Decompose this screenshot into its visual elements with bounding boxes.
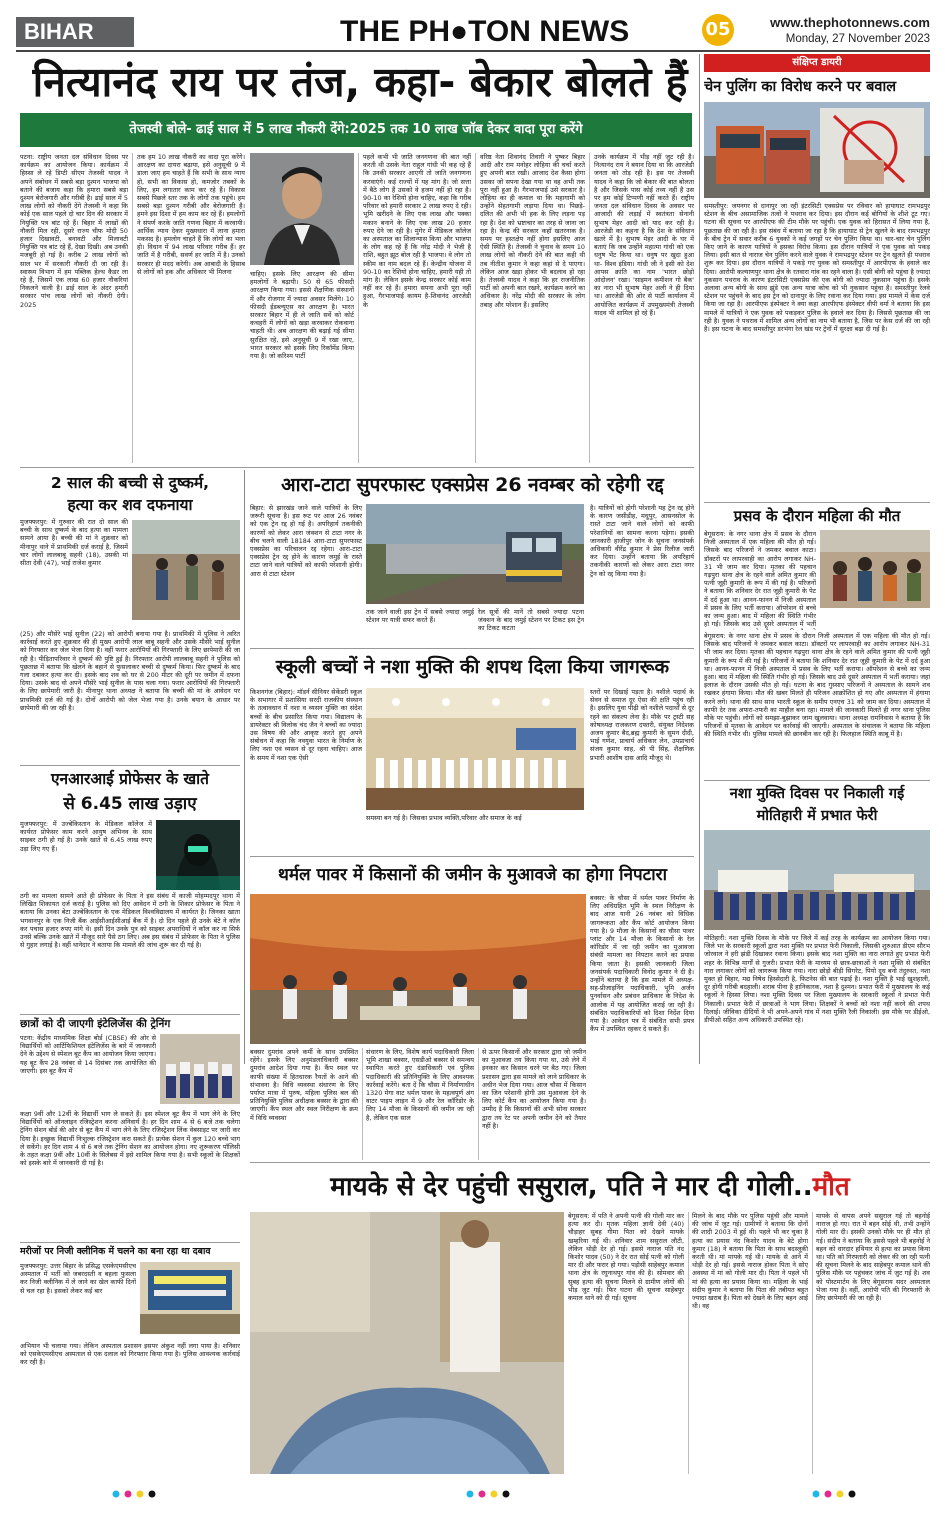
school-headline: स्कूली बच्चों ने नशा मुक्ति की शपथ दिला किया जागरूक xyxy=(275,656,670,678)
thermal-headline: थर्मल पावर में किसानों की जमीन के मुआवजे का होगा निपटारा xyxy=(278,865,667,885)
lead-col-1: पटना: राष्ट्रीय जनता दल संविधान दिवस पर कार्यक्रम का आयोजन किया। कार्यक्रम में हिस्सा ले रहे डिप्टी सीएम तेजस्वी यादव ने अपने संबोधन में सबसे बड़ा दुश्मन भाजपा को बताने की बजाय कहा कि हमारा सबसे बड़ा दुश्मन बेरोजगारी और गरीबी है। ढाई साल में 5 लाख लोगों को नौकरी देंगे तेजस्वी ने कहा कि कोई एक साल पहले दो चार दिन की सरकार में नियुक्ति पत्र बांट रहे हैं। बिहार में लाखों की नौकरी मिल रही, दूसरे राज्य चीफ मोदी 50 हजार दिखावटी, बनावटी और मिलावटी नियुक्ति पत्र बांट रहे हैं, देखा दिखी। अब उनकी मजबूरी हो गई है। करीब 2 लाख लोगों को साल भर में सरकारी नौकरी दी जा रही है। स्वास्थ्य विभाग में हम पब्लिक हेल्थ कैडर ला रहे हैं, जिसमें एक लाख 60 हजार नौकरियां निकलने वाली है। ढाई साल के अंदर हमारी सरकार पांच लाख लोगों को नौकरी देगी। 2025 xyxy=(20,153,128,309)
train-cabin-photo xyxy=(704,102,930,198)
train-text-right: है। यात्रियों को होगी परेशानी यह ट्रेन रद्द होने के कारण जसीडीह, मधुपुर, आसनसोल के रास्ते टाटा जाने वाले लोगों को काफी परेशानियों का सामना करना पड़ेगा। इसकी जानकारी हाजीपुर जोन के सूचना जनसंपर्क अधिकारी वीरेंद्र कुमार ने प्रेस रिलीज जारी कर दिया। उन्होंने बताया कि अपरिहार्य तकनीकी कारणों को लेकर आरा टाटा नगर ट्रेन को रद्द किया गया है। xyxy=(590,504,694,578)
lead-col-4: पहले कभी भी जाति जनगणना की बात नहीं करती थी उसके नेता राहुल गांधी भी कह रहे हैं कि उनकी सरकार आएगी तो जाति जनगणना करवाएंगे। कई राज्यों में यह मांग है। जो सत्ता में बैठे लोग हैं उसको वे हजम नहीं हो रहा है। 90-10 का रेशियो होना चाहिए, कहा कि गरीब परिवार को हमारी सरकार 2 लाख रुपए दे रही। भूमि खरीदने के लिए एक लाख और पक्का मकान बनाने के लिए एक लाख 20 हजार रुपए देने जा रही है। मुंगेर में मेडिकल कॉलेज का अस्पताल का शिलान्यास किया और भाजपा के लोग कह रहे हैं कि नरेंद्र मोदी ने भेजी है राशि, बहुत झूठ बोल रही है भाजपा। वे लोग तो स्कीम का नाम बदल रहे हैं। केन्द्रीय योजना में 90-10 का रेशियो होना चाहिए, हमारी यही तो मांग है। लेकिन इसके केन्द्र सरकार कोई काम नहीं कर रहे हैं। हमारा सपना अभी पूरा नहीं हुआ, गैरभाजपाई कायम है-शिवानंद आरजेडी के xyxy=(363,153,471,309)
bottom-col-2: मिलने के बाद मौके पर पुलिस पहुंची और मामले की जांच में जुट गई। ग्रामीणों ने बताया कि दोनों की शादी 2003 में हुई थी। पहले भी कर चुका है हत्या का प्रयास नंद किशोर यादव के बेटे होगा कुमार (18) ने बताया कि पिता के साथ बदस्लूकी करती थी। मां मायके गई थी। मायके से आने में थोड़ी देर हो गई। इससे नाराज होकर पिता ने सोए अवस्था में मां को गोली मार दी। पिता ने पहले भी मां की हत्या का प्रयास किया था। महिला के भाई संदीप कुमार ने बताया कि पिता की तबीयत बहुत ज्यादा खराब है। पिता को देखने के लिए बहन आई थी। वह xyxy=(692,1212,808,1311)
school-text-right: स्तरों पर दिखाई पड़ता है। नशीले पदार्थ के सेवन से समाज दूर ऐसा की क्षति पहुंच रही है। इसलिए युवा पीढ़ी को नशीले पदार्थों से दूर रहने का संकल्प लेना है। मौके पर ट्रस्टी सह कोषाध्यक्ष राजकरण दफ्तरी, संयुक्त निदेशक अजय कुमार बैद,ब्रह्म कुमारी के सुमन दीदी, भाई गणेश, प्राचार्य अधिकार लेन, उपप्राचार्य संजय कुमार साह, श्री पी सिंह, शैक्षणिक प्रभारी आशीष दास आदि मौजूद थे। xyxy=(590,688,694,762)
train-photo xyxy=(366,504,584,604)
murder-scene-photo xyxy=(250,1212,564,1474)
thermal-text-bottom-3: से ऊपर किसानों और सरकार द्वारा जो जमीन का मुआवजा तय किया गया था, उसे लेने में इनकार कर किसान धरने पर बैठ गए। जिला प्रशासन द्वारा इस मामले को लाने प्राधिकार के अधीन भेज दिया गया। आज चौसा में किसान का जिन परेशानी होगी उस मुआवजा देने के लिए कोर्ट कैंप का आयोजन किया गया है। उम्मीद है कि किसानों की अभी सोना सरकार द्वारा तय रेट पर अपनी जमीन देने को तैयार नहीं है। xyxy=(482,1048,586,1130)
hospital-protest-photo xyxy=(820,530,930,608)
left-story1-headline-line2: हत्या कर शव दफनाया xyxy=(67,496,193,514)
hospital-photo xyxy=(140,1262,240,1334)
digest-story2-text: बेगूसराय: के नगर थाना क्षेत्र में प्रसव के दौरान निजी अस्पताल में एक महिला की मौत हो गई। जिसके बाद परिजनों ने जमकर बवाल काटा। डॉक्टरों पर लापरवाही का आरोप लगाकर NH-31 भी जाम कर दिया। मृतका की पहचान गढ़पुरा थाना क्षेत्र के रहने वाले अमित कुमार की पत्नी जूही कुमारी के रूप में की गई है। परिजनों ने बताया कि शनिवार देर रात जूही कुमारी के पेट में दर्द हुआ था। आनन-फानन में निजी अस्पताल में प्रसव के लिए भर्ती कराया। ऑपरेशन से बच्चे का जन्म हुआ। बाद में महिला की स्थिति गंभीर हो गई। जिसके बाद उसे दूसरे अस्पताल में भर्ती कराया। जहां इलाज के दौरान उसकी मौत हो गई। घटना के बाद गुस्साए परिजनों ने अस्पताल के सामने शव रखकर हंगामा किया। मौत की खबर मिलते ही परिजन आक्रोशित हो गए और अस्पताल में हंगामा करने लगे। थाना की साथ साथ भारती स्कूल के समीप एनएच 31 को जाम कर दिया। अस्पताल में काफी देर तक अफरा-तफरी का माहौल बना रहा। मामले की जानकारी मिलते ही नगर थाना पुलिस मौके पर पहुंची। लोगों को समझा-बुझाकर जाम खुलवाया। थाना अध्यक्ष रामनिवास ने बताया है कि परिजनों से मृतका के आवेदन पर कार्रवाई की जाएगी। अस्पताल के संचालक ने बताया कि महिला की स्थिति गंभीर थी। पुलिस मामले की छानबीन कर रही है। फिलहाल स्थिति काबू में है। xyxy=(704,632,930,739)
bottom-col-3: मायके से वापस अपने ससुराल गई तो बहनोई नाराज हो गए। रात में बहन सोई थी, तभी उन्होंने गोली मार दी। इसकी उनको मौके पर ही मौत हो गई। संदीप ने बताया कि इससे पहले भी बहनोई ने बहन को धारदार हथियार से हत्या का प्रयास किया था। पति को गिरफ्तारी को लेकर की जा रही पत्नी की सूचना मिलने के बाद साहेबपुर कमाल थाने की पुलिस मौके पर पहुंचकर जांच में जुट गई है। शव को पोस्टमार्टम के लिए बेगूसराय सदर अस्पताल भेजा गया है। वहीं, आरोपी पति की गिरफ्तारी के लिए छापेमारी की जा रही है। xyxy=(816,1212,930,1303)
train-text-left: बिहार: से झारखंड जाने वाले यात्रियों के लिए जरूरी सूचना है। इस रूट पर आज 26 नवंबर को एक ट्रेन रद्द हो गई है। अपरिहार्य तकनीकी कारणों को लेकर आरा जंक्शन से टाटा नगर के बीच चलने वाली 18184 आरा-टाटा सुपरफास्ट एक्सप्रेस का परिचालन रद्द रहेगा। आरा-टाटा एक्सप्रेस ट्रेन रद्द होने के कारण जमुई के रास्ते टाटा जाने वाले यात्रियों को काफी परेशानी होगी। आरा से टाटा स्टेशन xyxy=(250,504,362,578)
website: www.thephotonnews.com xyxy=(770,15,930,30)
camp-court-photo xyxy=(250,894,586,1044)
left-story4-text-top: मुजफ्फरपुर: उत्तर बिहार के प्रसिद्ध एसकेएमसीएच अस्पताल में भर्ती को जबरदस्ती व बहला फुसला कर निजी क्लीनिक में ले जाने का खेल काफी दिनों से चल रहा है। इसको लेकर कई बार xyxy=(20,1262,136,1295)
school-caption: समस्या बन गई है। जिसका प्रभाव व्यक्ति,परिवार और समाज के कई xyxy=(366,814,522,822)
left-story2-text-top: मुजफ्फरपुर: में उज्बेकिस्तान के मेडिकल कॉलेज में कार्यरत प्रोफेसर काम करने आयुष अभिनव के साथ साइबर ठगी हो गई है। उनके खाते से 6.45 लाख रुपए उड़ा लिए गए हैं। xyxy=(20,820,152,853)
left-story2-headline-line1: एनआरआई प्रोफेसर के खाते xyxy=(50,770,210,788)
left-story4-headline: मरीजों पर निजी क्लीनिक में चलने का बना रहा था दबाव xyxy=(20,1246,211,1257)
left-story3-text-top: पटना: केंद्रीय माध्यमिक शिक्षा बोर्ड (CBSE) की ओर से विद्यार्थियों को आर्टिफिशियल इंटेलिजेंस के बारे में जानकारी देने के उद्देश्य से स्पेशल बूट कैंप का आयोजन किया जाएगा। यह बूट कैंप 28 नवंबर से 14 दिसंबर तक आयोजित की जाएगी। इस बूट कैंप में xyxy=(20,1034,156,1075)
digest-story1-text: समस्तीपुर: जयनगर से दानापुर जा रही इंटरसिटी एक्सप्रेस पर रविवार को हायाघाट रामभद्रपुर स्टेशन के बीच असामाजिक तत्वों ने पथराव कर दिया। इस दौरान कई बोगियों के शीशे टूट गए। घटना की सूचना पर आरपीएफ की टीम मौके पर पहुंची। एक युवक को हिरासत में लिया गया है, पूछताछ की जा रही है। इस संबंध में बताया जा रहा है कि हायाघाट से ट्रेन खुलने के बाद रामभद्रपुर के बीच ट्रेन में सवार करीब 6 युवकों ने कई जगहों पर चेन पुलिंग किया था। चार-चार चेन पुलिंग किए जाने के कारण यात्रियों ने इसका विरोध किया। इस दौरान यात्रियों ने एक युवक को पकड़ लिया। इसी बात से नाराज चेन पुलिंग करने वाले युवक ने रामभद्रपुर स्टेशन पर ट्रेन खुलते ही पथराव शुरू कर दिया। इस दौरान यात्रियों ने पकड़े गए युवक को समस्तीपुर में आरपीएफ के हवाले कर दिया। आरोपी कल्याणपुर थाना क्षेत्र के रतवारा गांव का रहने वाला है। एसी बोगी को पहुंचा है ज्यादा नुकसान पथराव के कारण इंटरसिटी एक्सप्रेस की एक बोगी को ज्यादा नुकसान पहुंचा है। इसके अलावा अन्य बोगी के साथ झुंडे एक अन्य यात्रा कोच को भी नुकसान पहुंचा है। समस्तीपुर रेलवे स्टेशन पर पहुंचने के बाद इस ट्रेन को दानापुर के लिए रवाना कर दिया गया। इस मामले में केस दर्ज किया जा रहा है। आरपीएफ इंस्पेक्टर ने क्या कहा आरपीएफ इंस्पेक्टर वीपी वर्मा ने बताया कि इस मामले में यात्रियों ने एक युवक को पकड़कर पुलिस के हवाले कर दिया है। जिससे पूछताछ की जा रही है। युवक ने पथराव में शामिल अन्य लोगों का नाम भी बताया है, जिस पर केस दर्ज की जा रही है। इस घटना के बाद समस्तीपुर डरभंगा रेल खंड पर ट्रेनों में सुरक्षा बढ़ा दी गई है। xyxy=(704,202,930,334)
left-story1-headline-line1: 2 साल की बच्ची से दुष्कर्म, xyxy=(50,474,210,492)
left-story4-text: अभियान भी चलाया गया। लेकिन अस्पताल प्रशासन इसपर अंकुश नहीं लगा पाया है। शनिवार को एसकेएमसीएच अस्पताल से एक दलाल को गिरफ्तार किया गया है। पुलिस आवश्यक कार्रवाई कर रही है। xyxy=(20,1342,240,1367)
lead-subhead: तेजस्वी बोले- ढाई साल में 5 लाख नौकरी देंगे:2025 तक 10 लाख जॉब देकर वादा पूरा करेंगे xyxy=(20,113,692,147)
left-story2-headline-line2: से 6.45 लाख उड़ाए xyxy=(63,794,197,814)
registration-marks xyxy=(0,1480,945,1516)
digest-label: संक्षिप्त डायरी xyxy=(704,54,930,72)
page-number: 05 xyxy=(702,14,734,46)
tejashwi-photo xyxy=(250,153,354,265)
bottom-col-1: बेगूसराय: में पति ने अपनी पत्नी की गोली मार कर हत्या कर दी। मृतक महिला ज्ञानी देवी (40) चौड़ाहर सुबह गीमा पिता को देखने मायके खम्हरिया गई थी। शनिवार शाम ससुराल लौटी, लेकिन थोड़ी देर हो गई। इससे नाराज पति नंद किशोर यादव (50) ने देर रात सोई पत्नी को गोली मार दी और फरार हो गया। पड़ोसी साहेबपुर कमाल थाना क्षेत्र के रघुनाथपुर गांव की है। सोमवार की सुबह हत्या की सूचना मिलने से ग्रामीण लोगों की भीड़ जुट गई। फिर घटना की सूचना साहेबपुर कमाल थाने को दी गई। सूचना xyxy=(568,1212,684,1303)
school-assembly-photo xyxy=(366,688,584,810)
crime-scene-photo xyxy=(132,520,240,620)
digest-story1-headline: चेन पुलिंग का विरोध करने पर बवाल xyxy=(704,79,897,95)
train-caption-left: तक जाने वाली इस ट्रेन में सबसे ज्यादा जमुई स्टेशन पर यात्री सफर करते हैं। xyxy=(366,608,474,625)
lead-col-2: तक हम 10 लाख नौकरी का वादा पूरा करेंगे। आरक्षण का दायरा बढ़ाया, इसे अनुसूची 9 में डाला जाए हम चाहते हैं कि सभी के साथ न्याय हो, सभी का विकास हो, कमजोर तबकों के लिए, हम लगातार काम कर रहे हैं। विकास सबसे पिछले स्तर तक के लोगों तक पहुंचे। हम सबसे बड़ा दुश्मन गरीबी और बेरोजगारी है। हमने इस दिशा में हम काम कर रहे हैं। हमलोगों ने संपर्ण करके जाति गणना बिहार में करवायी। आर्थिक न्याय देकर मुख्यधारा में लाना हमारा मकसद है। हमलोग चाहते हैं कि लोगों का भला हो। विधान में 94 लाख परिवार गरीब हैं। हर जाति में है गरीबी, सवर्ण हर जाति में है। उनको सरकार ही मदद करेगी। अब आबादी के हिसाब से लोगों को हक और अधिकार भी मिलना xyxy=(137,153,245,276)
left-story1-text: (25) और मौसेरे भाई सुनील (22) को आरोपी बनाया गया है। प्राथमिकी में पुलिस ने त्वरित कार्रवाई करते हुए शुक्रवार की ही मुख्य आरोपी लाल बाबू सहनी और उसके मौसेरे भाई सुनील को गिरफ्तार कर जेल भेजा दिया है। वहीं फरार आरोपियों की गिरफ्तारी के लिए छापेमारी की जा रही है। पीड़ितापरिवार ने दुष्कर्म की पुष्टि हुई है। गिरफ्तार आरोपी लालबाबू सहनी ने पुलिस को पूछताछ में बताया कि खेलने के बहाने से फुसलाकर बच्ची से दुष्कर्म किया। फिर दुष्कर्म के बाद गला दबाकर हत्या कर दी। इसके बाद शव को घर से 200 मीटर की दूरी पर जमीन में दफना दिया। उसके बाद वो अपने मौसेरे भाई सुनील के पास चला गया। फरार आरोपियों की गिरफ्तारी के लिए छापेमारी जारी है। मीनापुर थाना अध्यक्ष ने बताया कि बच्ची की मां के आवेदन पर प्राथमिकी दर्ज की गई है। दोनों आरोपी को जेल भेजा गया है। उनके बयान के आधार पर छापेमारी की जा रही है। xyxy=(20,630,240,712)
paper-name: THE PH●TON NEWS xyxy=(340,15,630,48)
left-story1-text-top: मुजफ्फरपुर: में गुरुवार की रात दो साल की बच्ची के साथ दुष्कर्म के बाद हत्या का मामला सामने आया है। बच्ची की मां ने शुक्रवार को मीनापुर थाने में प्राथमिकी दर्ज कराई है, जिसमें चार लोगों लालबाबू सहनी (18), उसकी मां सीता देवी (47), भाई राजेश कुमार xyxy=(20,518,128,568)
thermal-text-right: बक्सर: के चौसा में थर्मल पावर निर्माण के लिए अधिग्रहित भूमि के स्थल निरीक्षण के बाद आज यानी 26 नवंबर को विधिक जागरूकता और कैंप कोर्ट आयोजन किया गया है। 9 मौजा के किसानों का चौसा पावर प्लांट और 14 मौजा के किसानों के रेल कॉरिडोर में जा रही जमीन का मुआवजा संबंधी मामला का निपटान करने का प्रयास किया जाता है। इसकी जानकारी जिला जनसंपर्क पदाधिकारी विनोद कुमार ने दी है। उन्होंने बताया है कि इस मामले में अध्यक्ष-सह-प्रीजाइनिंग पदाधिकारी, भूमि अर्जन पुनर्वासन और प्रबंधन प्राधिकार के निदेश के आलोक में यह आयोजित कराई जा रही है। संबंधित पदाधिकारियों को दिशा निर्देश दिया गया है। आवेदन पत्र में संबंधित सभी प्रपत्र कैंप में उपस्थित रहकर दे सकते हैं। xyxy=(590,894,694,1034)
issue-date: Monday, 27 November 2023 xyxy=(785,33,930,45)
lead-col-3: चाहिए। इसके लिए आरक्षण की सीमा हमलोगों ने बढ़ायी। 50 से 65 फीसदी आरक्षण किया गया। इससे शैक्षणिक संस्थानों में और रोजगार में ज्यादा अवसर मिलेंगे। 10 फीसदी ईडब्ल्यूएस का आरक्षण है। भारत सरकार बिहार में ही ले जाति सर्वे को कोर्ट कचहरी में लोगों को खड़ा करवाकर रोकवाना चाहती थी। अब आरक्षण की बढ़ाई गई सीमा सुरक्षित रहे, इसे अनुसूची 9 में रखा जाए, भारत सरकार को इसके लिए रिकॉमेंड किया गया है। जो करिश्म पार्टी xyxy=(250,270,354,361)
thermal-text-bottom-2: संधारण के लिए, विशेष कार्य पदाधिकारी जिला भूमि शाखा बक्सर, एसडीओ बक्सर से समन्वय स्थापित करते हुए दंडाधिकारी एवं पुलिस पदाधिकारी की प्रतिनियुक्ति के लिए आवश्यक कार्रवाई करेंगे। बता दें कि चौसा में निर्माणाधीन 1320 मेगा वाट थर्मल पावर के महत्वपूर्ण अंग वाटर पाइप लाइन में 9 और रेल कॉरिडोर के लिए 14 मौजा के किसानों की जमीन जा रही है, लेकिन एक साल xyxy=(366,1048,474,1122)
digest-story3-headline-line2: मोतिहारी में प्रभात फेरी xyxy=(756,808,878,824)
prabhat-pheri-photo xyxy=(704,830,930,930)
thermal-text-bottom-1: बक्सर दुमरांव अपने कर्मी के साथ उपस्थित रहेंगे। इसके लिए अनुमंडलाधिकारी बक्सर दुमरांव आदेश दिया गया है। कैंप स्थल पर काफी संख्या में हितधारक रैयतों के आने की संभावना है। विधि व्यवस्था संधारण के लिए पर्याप्त मात्रा में पुरुष, महिला पुलिस बल की प्रतिनियुक्ति पुलिस अधीक्षक बक्सर के द्वारा की जाएगी। कैंप स्थल और स्थल निरीक्षण के क्रम में विधि व्यवस्था xyxy=(250,1048,358,1122)
digest-story2-headline: प्रसव के दौरान महिला की मौत xyxy=(733,507,901,525)
digest-story3-headline-line1: नशा मुक्ति दिवस पर निकाली गई xyxy=(729,786,905,802)
section-tag: BIHAR xyxy=(16,17,134,47)
bottom-headline-main: मायके से देर पहुंची ससुराल, पति ने मार दी गोली.. xyxy=(330,1172,813,1202)
digest-story2-text-top: बेगूसराय: के नगर थाना क्षेत्र में प्रसव के दौरान निजी अस्पताल में एक महिला की मौत हो गई। जिसके बाद परिजनों ने जमकर बवाल काटा। डॉक्टरों पर लापरवाही का आरोप लगाकर NH-31 भी जाम कर दिया। मृतका की पहचान गढ़पुरा थाना क्षेत्र के रहने वाले अमित कुमार की पत्नी जूही कुमारी के रूप में की गई है। परिजनों ने बताया कि शनिवार देर रात जूही कुमारी के पेट में दर्द हुआ था। आनन-फानन में निजी अस्पताल में प्रसव के लिए भर्ती कराया। ऑपरेशन से बच्चे का जन्म हुआ। बाद में महिला की स्थिति गंभीर हो गई। जिसके बाद उसे दूसरे अस्पताल में भर्ती xyxy=(704,530,816,629)
cyber-fraud-photo xyxy=(156,820,240,890)
left-story2-text: ठगी का मामला सामने आते ही प्रोफेसर के पिता ने इस संबंध में काजी मोहम्मदपुर थाना में लिखित शिकायत दर्ज कराई है। पुलिस को दिए आवेदन में ठगी के शिकार प्रोफेसर के पिता ने बताया कि उनका बेटा उज्बेकिस्तान के एक मेडिकल विश्वविद्यालय में कार्यरत है। जिनका खाता भगवानपुर के एक निजी बैंक आईसीआईसीआई बैंक में है। दो दिन पहले ही उनके बेटे ने कॉल कर पचास हजार रुपए मांगे थे। इसी दिन उनके पुत्र को साइबर अपराधियों ने कॉल कर ना सिर्फ उनसे बल्कि उनके खाते में मौजूद सारे पैसे ठग लिए। अब इस संबंध में प्रोफेसर के पिता ने पुलिस से गुहार लगाई है। वहीं थानेदार ने बताया कि मामले की जांच शुरू कर दी गई है। xyxy=(20,892,240,950)
students-photo xyxy=(160,1034,240,1104)
train-caption-right: रेल सूत्रों की मानें तो सबसे ज्यादा पटना जंक्शन के बाद जमुई स्टेशन पर टिकट इस ट्रेन का टिकट कटता xyxy=(478,608,584,633)
lead-col-6: उनके कार्यक्रम में भीड़ नहीं जुट रही है। नित्यानंद राय ने बयान दिया था कि आरजेडी जनता को तोड़ रही है। इस पर तेजस्वी यादव ने कहा कि जो बेकार की बात बोलता है और जिसके पास कोई तथ्य नहीं है उस पर हम कोई टिप्पणी नहीं करते हैं। राष्ट्रीय जनता दल संविधान दिवस के अवसर पर आजादी की लड़ाई में स्वतंत्रता सेनानी सुभाष मेहर आदी को याद कर रही है। आरजेडी का कहना है कि देश के संविधान खतरे में है। सुभाष मेहर आदी के घर में बताएं कि जब उन्होंने महात्मा गांधी को एक धनुष भेंट किया था। धनुष पर खुदा हुआ था- विश्व इंडिया। गांधी जी ने इसी को देश आपस क्रांति का नाम 'भारत छोड़ो आंदोलन' रखा। 'साइमन कमीशन गो बैक' का नारा भी सुभाष मेहर अली ने ही दिया था। आरजेडी की ओर से पार्टी कार्यालय में आयोजित कार्यक्रम में उपमुख्यमंत्री तेजस्वी यादव भी शामिल हो रहे हैं। xyxy=(594,153,694,317)
bottom-headline xyxy=(250,1166,930,1208)
lead-col-5: वरिष्ठ नेता शिवानंद तिवारी ने पुष्कर बिहार आदी और राम मनोहर लोहिया की चर्चा करते हुए अपनी बात रखी। आजाद देश कैसा होगा उसका जो सपना देखा गया था वह अभी तक पूरा नहीं हुआ है। गैरभाजपाई उसे सरकार है। लोहिया का ही कमाल था कि महागामी को उन्होंने सेहतगामी लड़ाया दिया था। पिछड़े- दलित की अभी भी हक के लिए लड़ना पड़ रहा है। देश को भ्रष्टाचार का तरह से जाना जा रहा है। केन्द्र की सरकार कहाँ खतरनाक है। समय पर हस्तक्षेप नहीं होगा इसलिए आज ऐसी स्थिति है। तेजस्वी ने चुनाव के समय 10 लाख लोगों को नौकरी देने की बात कही थी तब नीतीश कुमार ने कहा कहां से दे पाएगा। लेकिन आज खड़ा होकर भी बदलाव हो रहा है। तेजस्वी यादव ने कहा कि हर राजनीतिक पार्टी को अपनी बात रखने, कार्यक्रम करने का अधिकार है। नरेंद्र मोदी की सरकार के लोग तबाह और परेशान हैं। इसलिए xyxy=(480,153,585,309)
left-story3-text: कक्षा 9वीं और 12वीं के विद्यार्थी भाग ले सकते हैं। इस स्पेशल बूट कैंप में भाग लेने के लिए विद्यार्थियों को ऑनलाइन रजिस्ट्रेशन करना अनिवार्य है। हर दिन शाम 4 से 6 बजे तक चलेगा ट्रेनिंग सेशन बोर्ड की ओर से बूट कैंप में भाग लेने के लिए रजिस्ट्रेशन लिंक वेबसाइट पर जारी कर दिया है। इच्छुक विद्यार्थी निःशुल्क रजिस्ट्रेशन करा सकते हैं। प्रत्येक सेशन में कुल 120 बच्चे भाग ले सकेंगे। हर दिन शाम 4 से 6 बजे तक ट्रेनिंग सेशन का आयोजन होगा। नए शुरूकरण पॉलिसी के तहत कक्षा 9वीं और 10वीं के सिलेबस में इसे शामिल किया गया है। सभी स्कूलों के शिक्षकों को इसके बारे में जानकारी दी गई है। xyxy=(20,1110,240,1168)
train-headline: आरा-टाटा सुपरफास्ट एक्सप्रेस 26 नवम्बर को रहेगी रद्द xyxy=(281,474,664,496)
digest-story3-text: मोतिहारी: नशा मुक्ति दिवस के मौके पर जिले में कई तरह के कार्यक्रम का आयोजन किया गया। जिले भर के सरकारी स्कूलों द्वारा नशा मुक्ति पर प्रभात फेरी निकाली, जिसकी शुरुआत डीएम सौरभ जोरवाल ने हरी झंडी दिखाकर रवाना किया। इसके बाद नशा मुक्ति का नारा लगाते हुए प्रभात फेरी शहर के विभिन्न मार्गों से गुजरी। प्रभात फेरी के माध्यम से छात्र-छात्राओं ने नशा मुक्ति से संबंधित नारा लगाकर लोगों को जागरूक किया गया। नारा छोड़ो बीड़ी सिगरेट, पियो दूध बनो तंदुरुस्त, नशा मुक्त हो बिहार, मद्य निषेध हिस्सेदारी है, फिटनेस की बात पढ़ाई है। नशा मुक्ति है भाई खुशहाली, दूर होगी गरीबी बदहाली। शराब पीना है हानिकारक, नशा है दुश्मन। प्रभात फेरी में मुख्यालय के कई स्कूलों ने हिस्सा लिया। नशा मुक्ति दिवस पर जिला मुख्यालय के सरकारी स्कूलों ने प्रभात फेरी निकाली। प्रभात फेरी में छात्राओं ने भाग लिया। शिक्षकों ने बच्चों को नशा नहीं करने की शपथ दिलाई। जीविका दीदियों ने भी अपने-अपने गांव में नशा मुक्ति रैली निकाली। इस मौके पर डीईओ, डीपीओ सहित अन्य अधिकारी उपस्थित रहे। xyxy=(704,934,930,1025)
left-story3-headline: छात्रों को दी जाएगी इंटेलिजेंस की ट्रेनिंग xyxy=(20,1018,171,1030)
lead-headline: नित्यानंद राय पर तंज, कहा- बेकार बोलते हैं xyxy=(32,58,688,106)
school-text-left: किशनगंज (बिहार): मॉडर्न सीनियर सेकेंडरी स्कूल के सभागार में प्रशासिया सरदी राजकीय संस्थान के तत्वावधान में नशा व व्यसन मुक्ति का संदेश बच्चों के बीच प्रसारित किया गया। विद्यालय के डायरेक्टर श्री विलोक चंद जैन ने बच्चों का ज्यादा उस विषय की और आकृष्ट करते हुए अपने संबोधन में कहा कि नवयुवा भारत के निर्माण के लिए नशा एवं व्यसन से दूर रहना चाहिए। आज के समय में नशा एक ऐसी xyxy=(250,688,362,762)
masthead-rule xyxy=(16,50,930,52)
bottom-headline-highlight: मौत xyxy=(812,1172,850,1202)
